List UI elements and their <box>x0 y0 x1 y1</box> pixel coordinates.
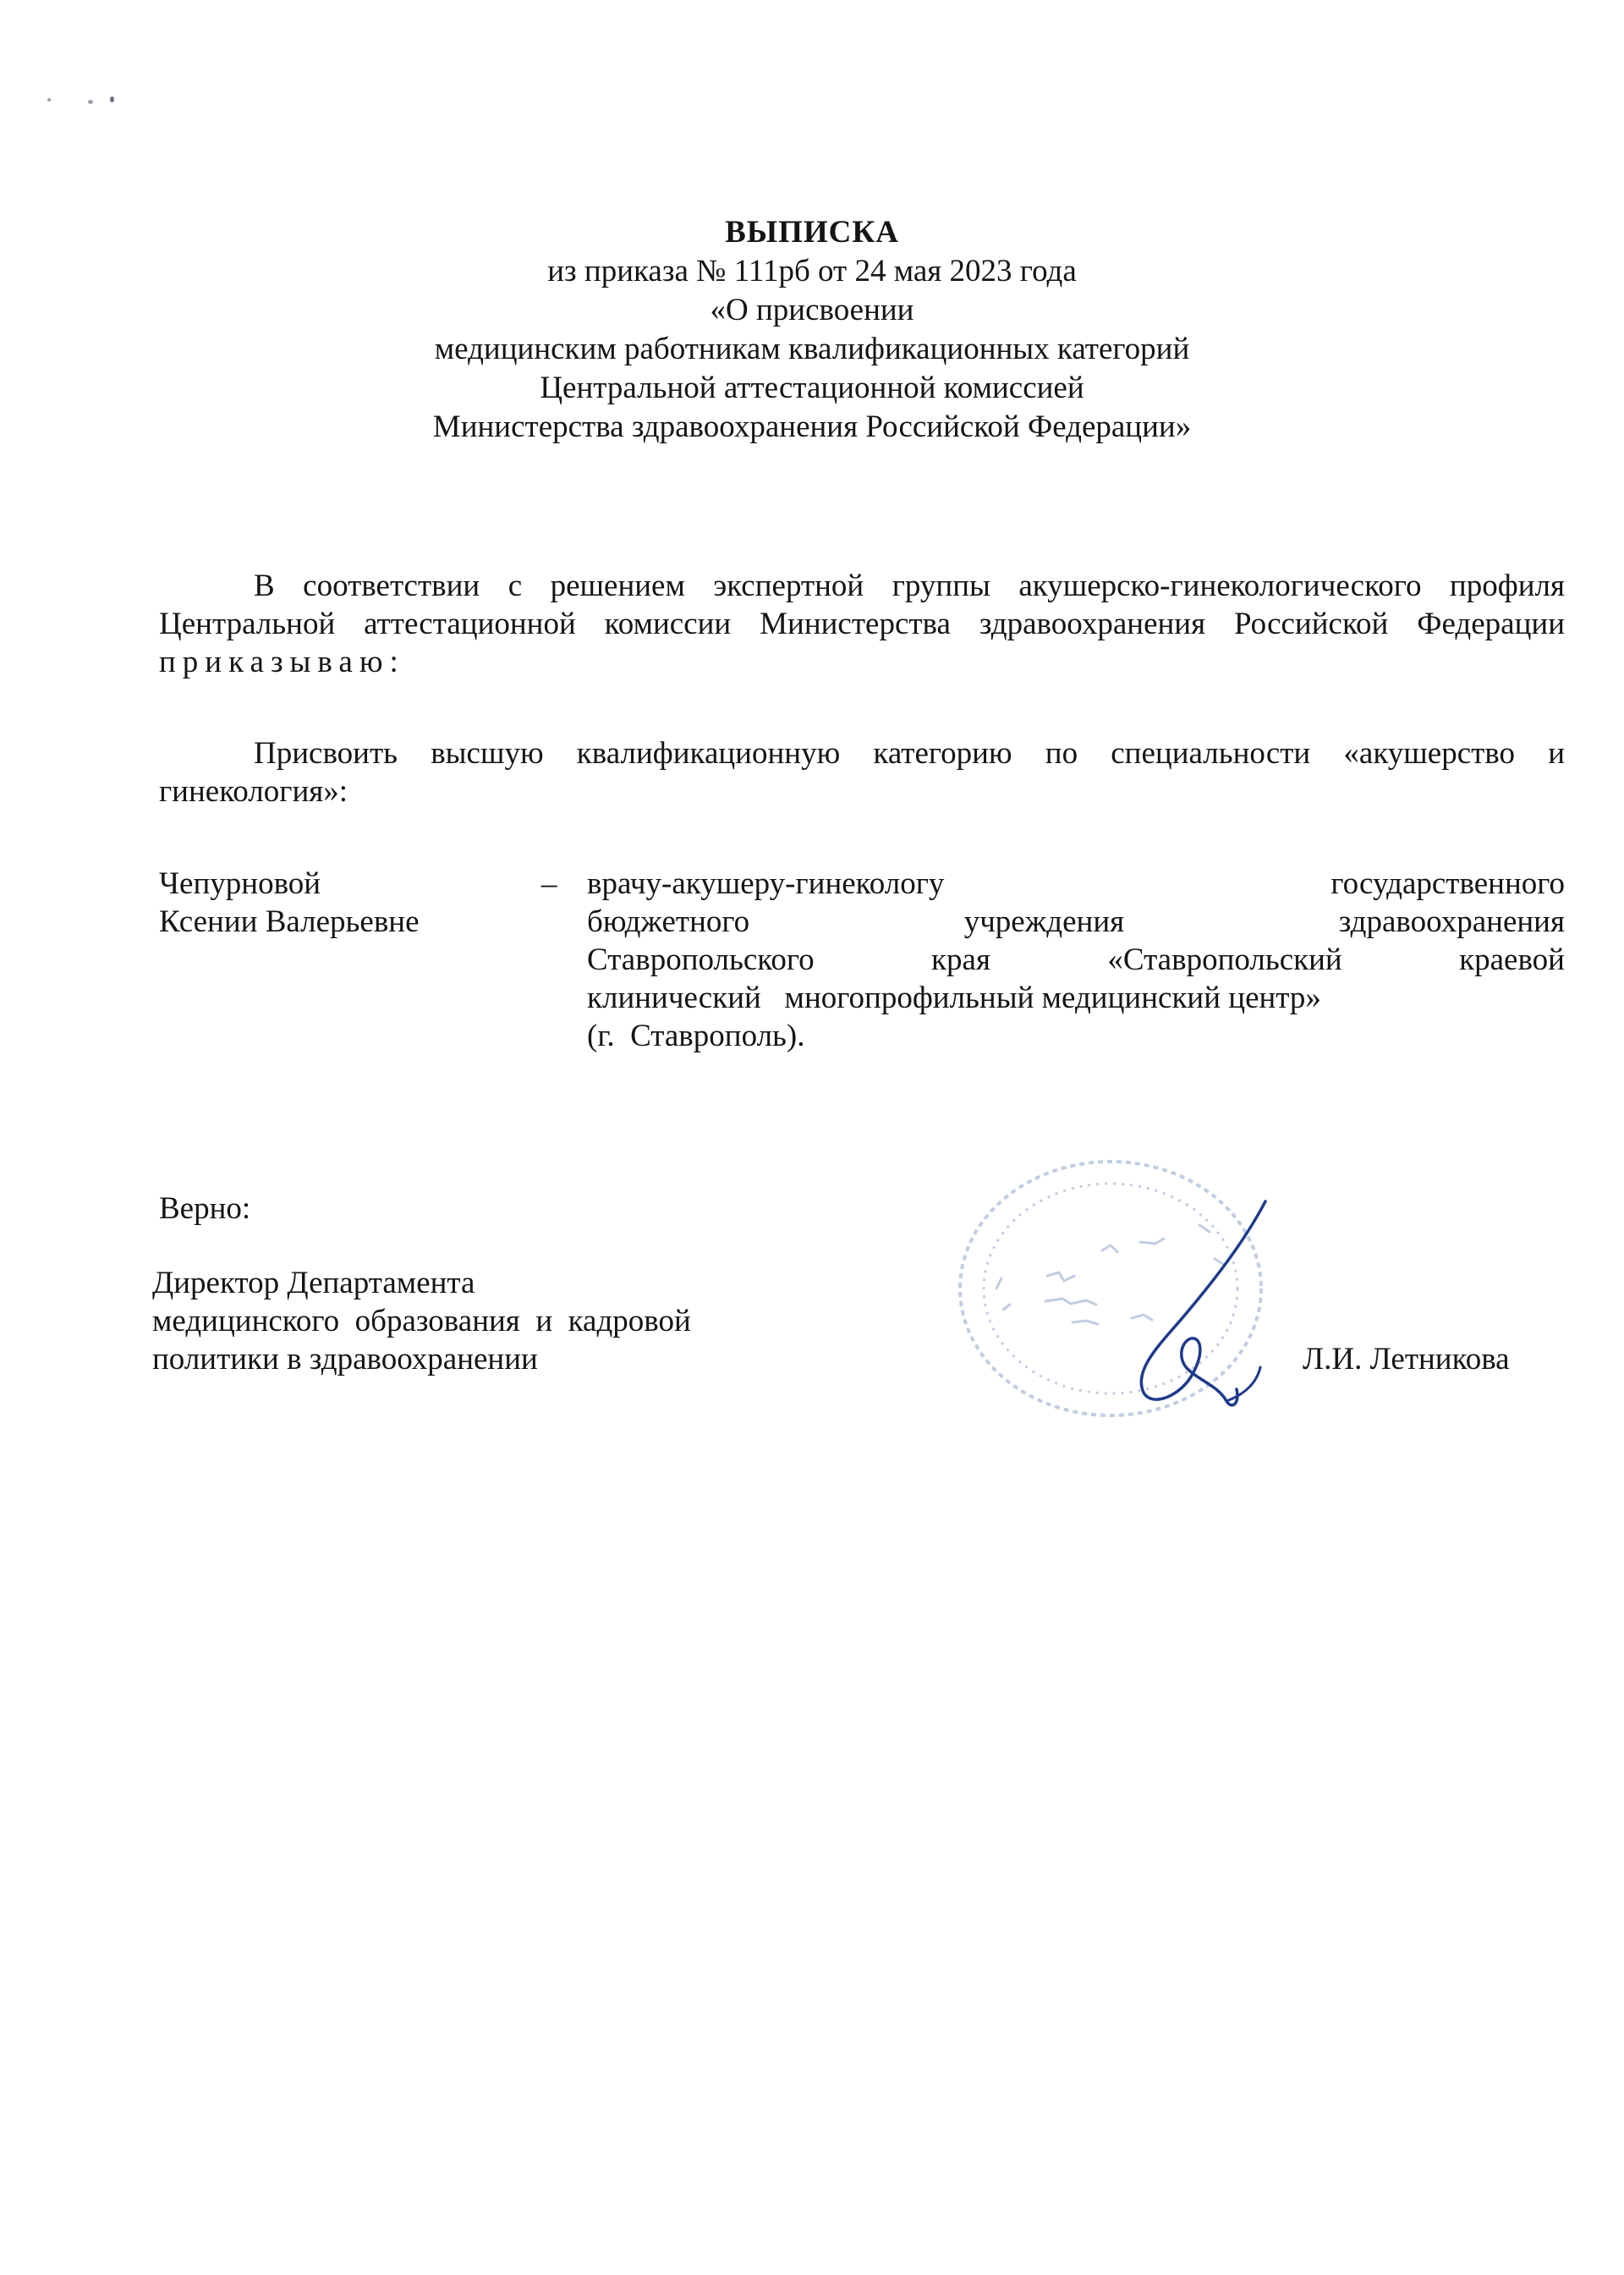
description-line: (г. Ставрополь). <box>587 1019 805 1053</box>
description-word: учреждения <box>963 904 1125 939</box>
assignment-text: Присвоить высшую квалификационную категорию по специальности «акушерство и гинекология»: <box>159 736 1565 809</box>
description-word: государственного <box>1330 866 1565 901</box>
preamble-text: В соответствии с решением экспертной группы акушерско-гинекологического профиля Центральной аттестационной комиссии Министерства здравоохранения Российской Федерации <box>159 569 1565 641</box>
separator-dash: – <box>541 866 557 901</box>
position-line: политики в здравоохранении <box>152 1342 538 1377</box>
order-subject-line-1: «О присвоении <box>710 293 914 327</box>
assignee-description <box>587 865 1565 1055</box>
document-heading <box>0 213 1624 447</box>
position-line: Директор Департамента <box>152 1266 475 1300</box>
description-line: клинический многопрофильный медицинский центр» <box>587 981 1321 1015</box>
document-title: ВЫПИСКА <box>725 215 899 250</box>
signatory-name: Л.И. Летникова <box>1303 1342 1510 1377</box>
preamble-paragraph <box>159 567 1565 681</box>
order-subject-line-3: Центральной аттестационной комиссией <box>540 371 1084 405</box>
description-word: «Ставропольский <box>1107 942 1342 977</box>
handwritten-signature <box>1100 1193 1286 1413</box>
verification-label: Верно: <box>159 1191 251 1226</box>
description-word: края <box>931 942 990 977</box>
scan-speck <box>88 100 93 104</box>
scan-speck <box>110 96 114 102</box>
position-line: медицинского образования и кадровой <box>152 1304 691 1338</box>
signatory-position <box>152 1264 812 1378</box>
order-reference: из приказа № 111рб от 24 мая 2023 года <box>547 254 1077 288</box>
assignee-given-names: Ксении Валерьевне <box>159 904 420 939</box>
description-word: бюджетного <box>587 904 750 939</box>
description-word: врачу-акушеру-гинекологу <box>587 866 945 901</box>
description-line <box>587 941 1565 979</box>
order-subject-line-2: медицинским работникам квалификационных категорий <box>434 332 1190 366</box>
description-word: Ставропольского <box>587 942 815 977</box>
order-subject-line-4: Министерства здравоохранения Российской Федерации» <box>432 409 1192 444</box>
scan-speck <box>47 98 51 102</box>
assignee-surname: Чепурновой <box>159 866 321 901</box>
description-line <box>587 903 1565 941</box>
order-verb: приказываю: <box>159 645 405 679</box>
description-line <box>587 865 1565 903</box>
assignee-name <box>159 865 548 941</box>
assignment-paragraph <box>159 734 1565 811</box>
description-word: краевой <box>1459 942 1565 977</box>
description-word: здравоохранения <box>1338 904 1565 939</box>
